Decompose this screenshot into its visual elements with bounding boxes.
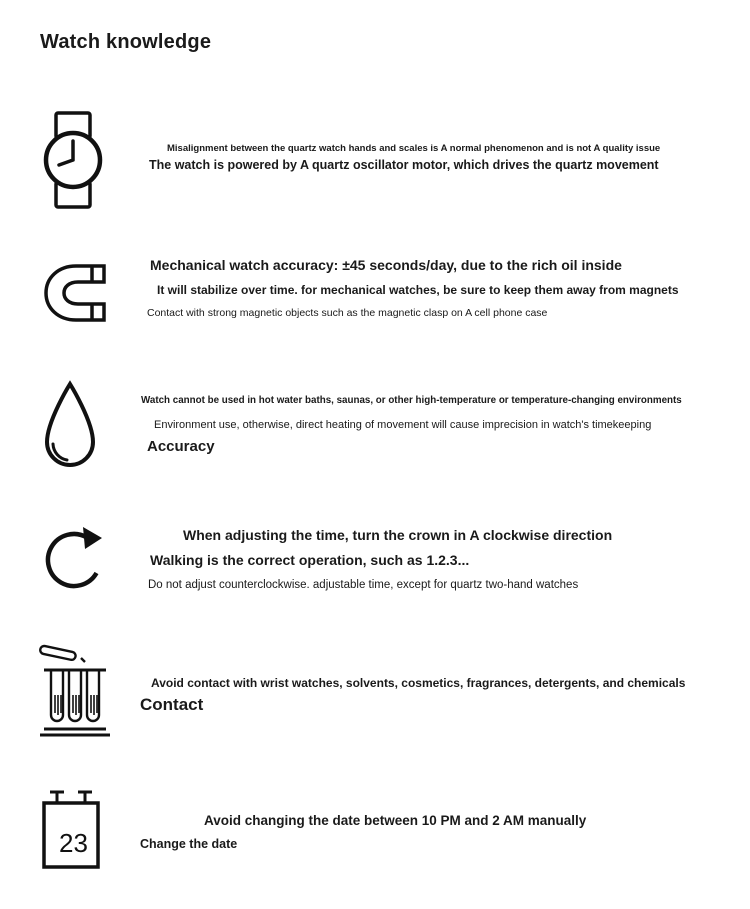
accuracy-heading: Accuracy bbox=[147, 438, 215, 455]
contact-heading: Contact bbox=[140, 695, 204, 714]
test-tubes-icon bbox=[38, 643, 112, 739]
watch-section-text: The watch is powered by A quartz oscillator motor, which drives the quartz movement bbox=[149, 158, 659, 172]
temperature-section-text: Environment use, otherwise, direct heating of movement will cause imprecision in watch's timekeeping bbox=[154, 419, 652, 431]
date-section-headline: Avoid changing the date between 10 PM and 2 AM manually bbox=[204, 813, 587, 828]
magnet-section-note: Contact with strong magnetic objects such as the magnetic clasp on A cell phone case bbox=[147, 307, 548, 319]
calendar-icon bbox=[40, 788, 102, 874]
calendar-day-number: 23 bbox=[59, 828, 88, 858]
change-date-heading: Change the date bbox=[140, 837, 238, 851]
crown-section-note: Do not adjust counterclockwise. adjustable time, except for quartz two-hand watches bbox=[148, 579, 579, 591]
temperature-section-caption: Watch cannot be used in hot water baths, saunas, or other high-temperature or temperature-changing environments bbox=[141, 395, 682, 406]
clockwise-arrow-icon bbox=[42, 522, 106, 594]
watch-section-caption: Misalignment between the quartz watch hands and scales is A normal phenomenon and is not A quality issue bbox=[167, 143, 661, 154]
magnet-icon bbox=[42, 262, 108, 324]
crown-section-headline: When adjusting the time, turn the crown in A clockwise direction bbox=[183, 527, 613, 543]
water-drop-icon bbox=[40, 378, 100, 478]
crown-section-text: Walking is the correct operation, such as 1.2.3... bbox=[150, 552, 470, 568]
magnet-section-text: It will stabilize over time. for mechanical watches, be sure to keep them away from magnets bbox=[157, 283, 679, 297]
magnet-section-headline: Mechanical watch accuracy: ±45 seconds/day, due to the rich oil inside bbox=[150, 257, 622, 273]
watch-icon bbox=[42, 110, 104, 210]
page-title: Watch knowledge bbox=[40, 31, 212, 53]
chemicals-section-text: Avoid contact with wrist watches, solvents, cosmetics, fragrances, detergents, and chemicals bbox=[151, 676, 686, 690]
